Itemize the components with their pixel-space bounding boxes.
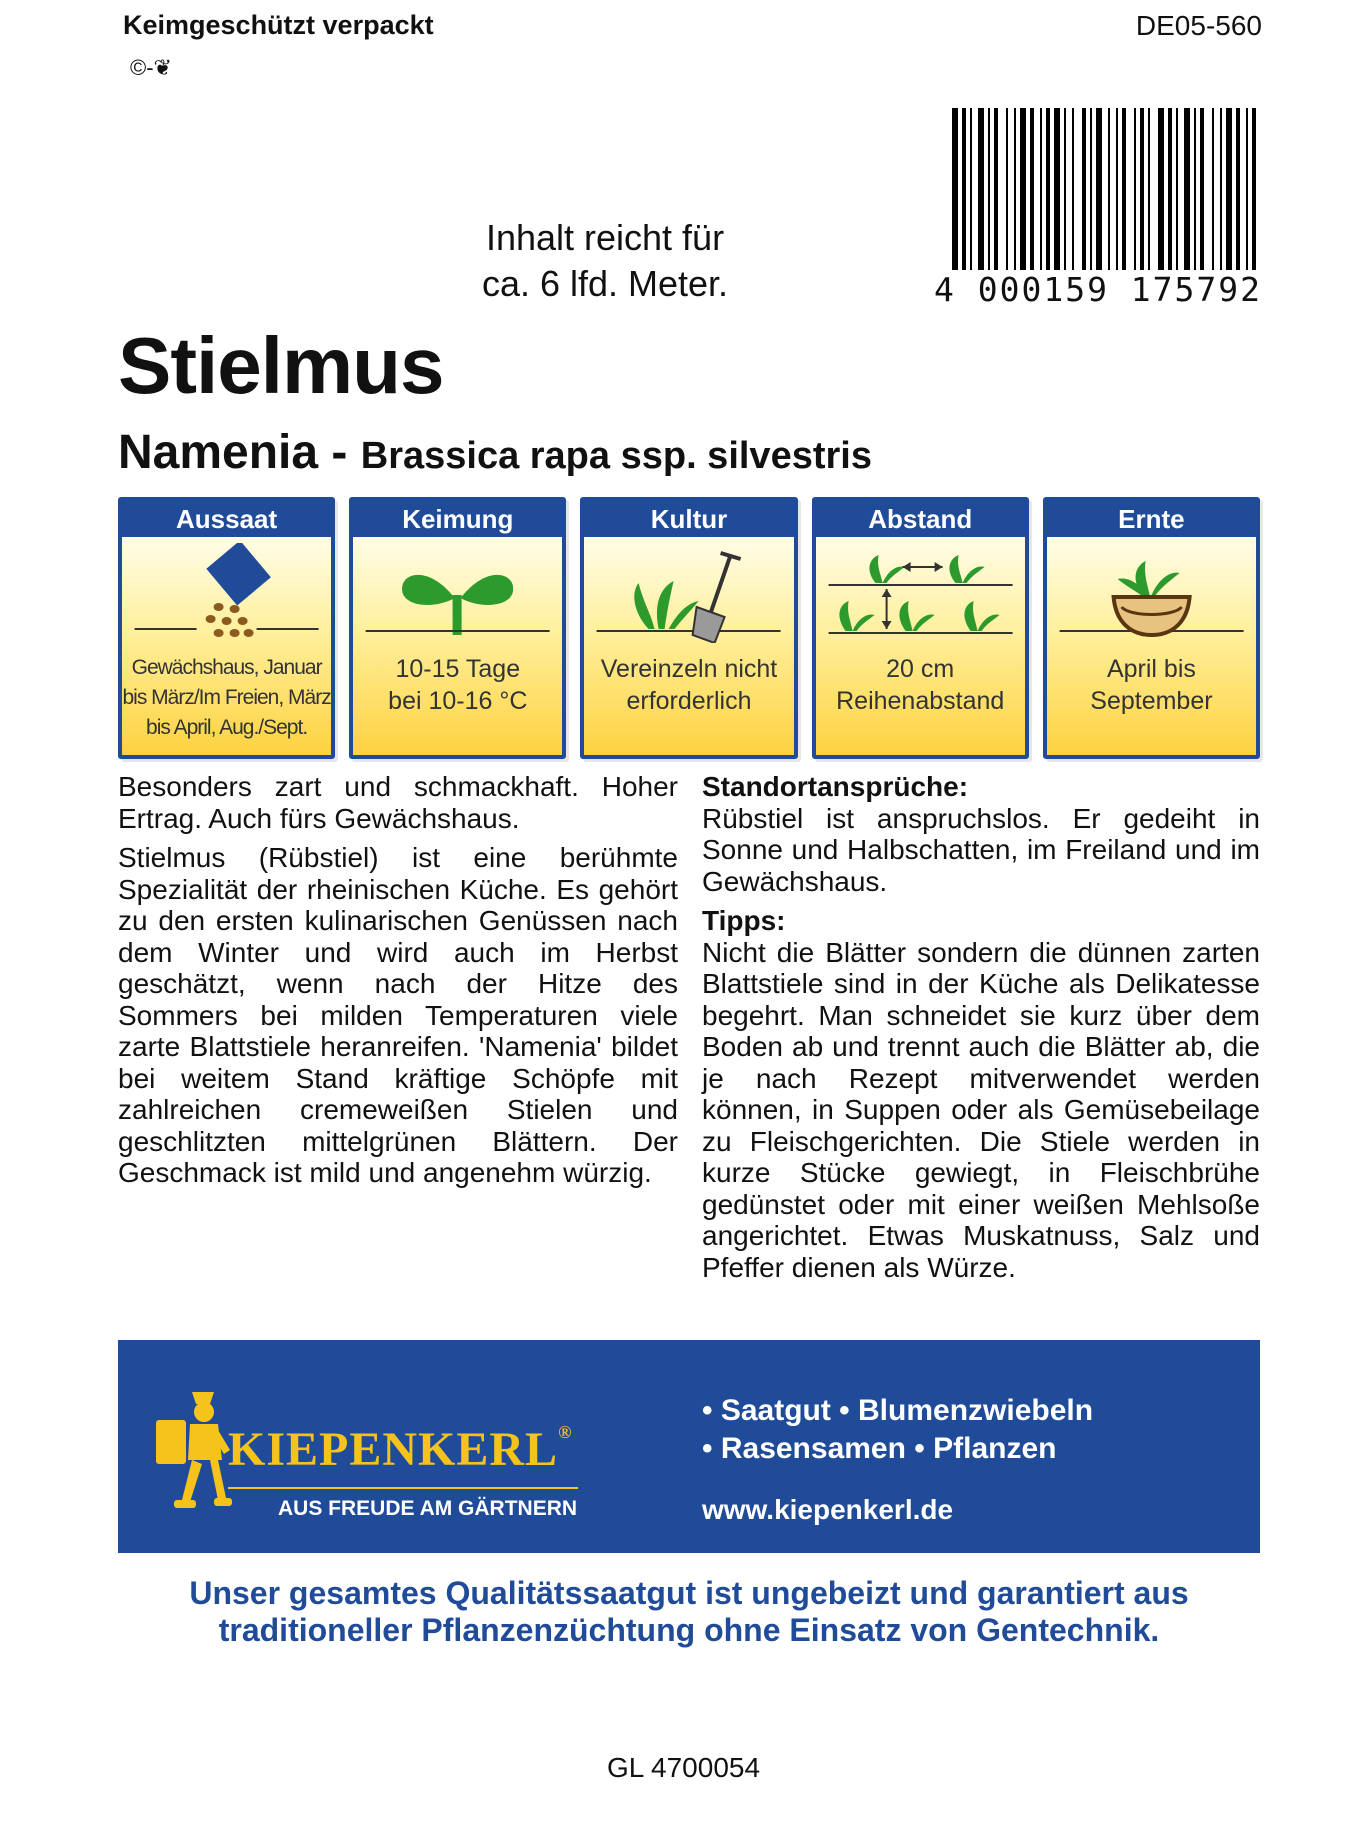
product-name: Stielmus — [118, 321, 444, 410]
brand-product-list — [702, 1392, 1093, 1468]
location-heading: Standortansprüche: — [702, 771, 969, 802]
panel-title: Ernte — [1047, 501, 1256, 537]
footer-code: GL 4700054 — [606, 1752, 761, 1783]
seed-packet-icon — [122, 543, 331, 643]
product-subtitle — [118, 425, 872, 480]
content-note-line1: Inhalt reicht für — [485, 217, 725, 258]
content-note — [440, 215, 770, 307]
article-code: DE05-560 — [1135, 10, 1262, 41]
panel-line1: 20 cm — [886, 655, 955, 683]
panel-line1: Vereinzeln nicht — [600, 655, 778, 683]
spade-plants-icon — [584, 543, 793, 643]
logo-divider — [228, 1487, 578, 1489]
brand-slogan: AUS FREUDE AM GÄRTNERN — [278, 1497, 578, 1520]
spacing-icon — [816, 543, 1025, 643]
variety-name: Namenia - — [118, 426, 348, 479]
brand-logo — [228, 1422, 573, 1477]
kiepenkerl-figure-icon — [152, 1380, 232, 1520]
panel-aussaat — [118, 497, 335, 759]
description-column — [118, 771, 678, 1197]
growing-info-panels — [118, 497, 1260, 759]
panel-line2: erforderlich — [626, 687, 752, 715]
panel-line1: Gewächshaus, Januar — [131, 656, 322, 679]
panel-abstand — [812, 497, 1029, 759]
panel-line2: bei 10-16 °C — [388, 687, 528, 715]
content-note-line2: ca. 6 lfd. Meter. — [481, 263, 729, 304]
panel-line2: bis März/Im Freien, März — [122, 686, 331, 709]
seedling-icon — [353, 543, 562, 643]
quality-line1: Unser gesamtes Qualitätssaatgut ist ungebeizt und garantiert aus — [189, 1575, 1189, 1611]
copyright-mark: ©-❦ — [130, 55, 172, 80]
panel-title: Keimung — [353, 501, 562, 537]
packaging-note: Keimgeschützt verpackt — [123, 10, 434, 40]
panel-line1: 10-15 Tage — [395, 655, 521, 683]
panel-line3: bis April, Aug./Sept. — [146, 716, 308, 739]
tips-heading: Tipps: — [702, 905, 786, 936]
panel-title: Aussaat — [122, 501, 331, 537]
leaf-icon: ❦ — [153, 55, 172, 80]
brand-logo-text: KIEPENKERL — [228, 1423, 559, 1476]
panel-title: Abstand — [816, 501, 1025, 537]
info-column — [702, 771, 1260, 1291]
barcode-number: 4 000159 175792 — [930, 270, 1266, 309]
panel-line1: April bis — [1106, 655, 1196, 683]
panel-line2: September — [1090, 687, 1213, 715]
brand-url[interactable]: www.kiepenkerl.de — [702, 1494, 954, 1525]
description-intro: Besonders zart und schmackhaft. Hoher Ertrag. Auch fürs Gewächshaus. — [118, 771, 678, 834]
panel-ernte — [1043, 497, 1260, 759]
registered-mark: ® — [558, 1422, 573, 1442]
description-body: Stielmus (Rübstiel) ist eine berühmte Spezialität der rheinischen Küche. Es gehört zu den ersten kulinarischen Genüssen nach dem Winter und wird auch im Herbst geschätzt, wenn nach der Hitze des Sommers bei milden Temperaturen viele zarte Blattstiele heranreifen. 'Namenia' bildet bei weitem Stand kräftige Schöpfe mit zahlreichen cremeweißen Stielen und geschlitzten mittelgrünen Blättern. Der Geschmack ist mild und angenehm würzig. — [118, 842, 678, 1188]
product-list-line2: • Rasensamen • Pflanzen — [702, 1432, 1057, 1465]
latin-name: Brassica rapa ssp. silvestris — [360, 435, 872, 477]
panel-line2: Reihenabstand — [836, 687, 1005, 715]
panel-kultur — [580, 497, 797, 759]
location-text: Rübstiel ist anspruchslos. Er gedeiht in Sonne und Halbschatten, im Freiland und im Gewächshaus. — [702, 802, 1260, 897]
quality-line2: traditioneller Pflanzenzüchtung ohne Einsatz von Gentechnik. — [218, 1612, 1160, 1648]
panel-title: Kultur — [584, 501, 793, 537]
harvest-bowl-icon — [1047, 543, 1256, 643]
panel-keimung — [349, 497, 566, 759]
quality-statement — [118, 1575, 1260, 1649]
tips-text: Nicht die Blätter sondern die dünnen zarten Blattstiele sind in der Küche als Delikatesse begehrt. Man schneidet sie kurz über dem Boden ab und trennt auch die Blätter ab, die je nach Rezept mitverwendet werden können, in Suppen oder als Gemüsebeilage zu Fleischgerichten. Die Stiele werden in kurze Stücke gewiegt, in Fleischbrühe gedünstet oder mit einer weißen Mehlsoße angerichtet. Etwas Muskatnuss, Salz und Pfeffer dienen als Würze. — [702, 936, 1260, 1283]
product-list-line1: • Saatgut • Blumenzwiebeln — [702, 1394, 1094, 1427]
